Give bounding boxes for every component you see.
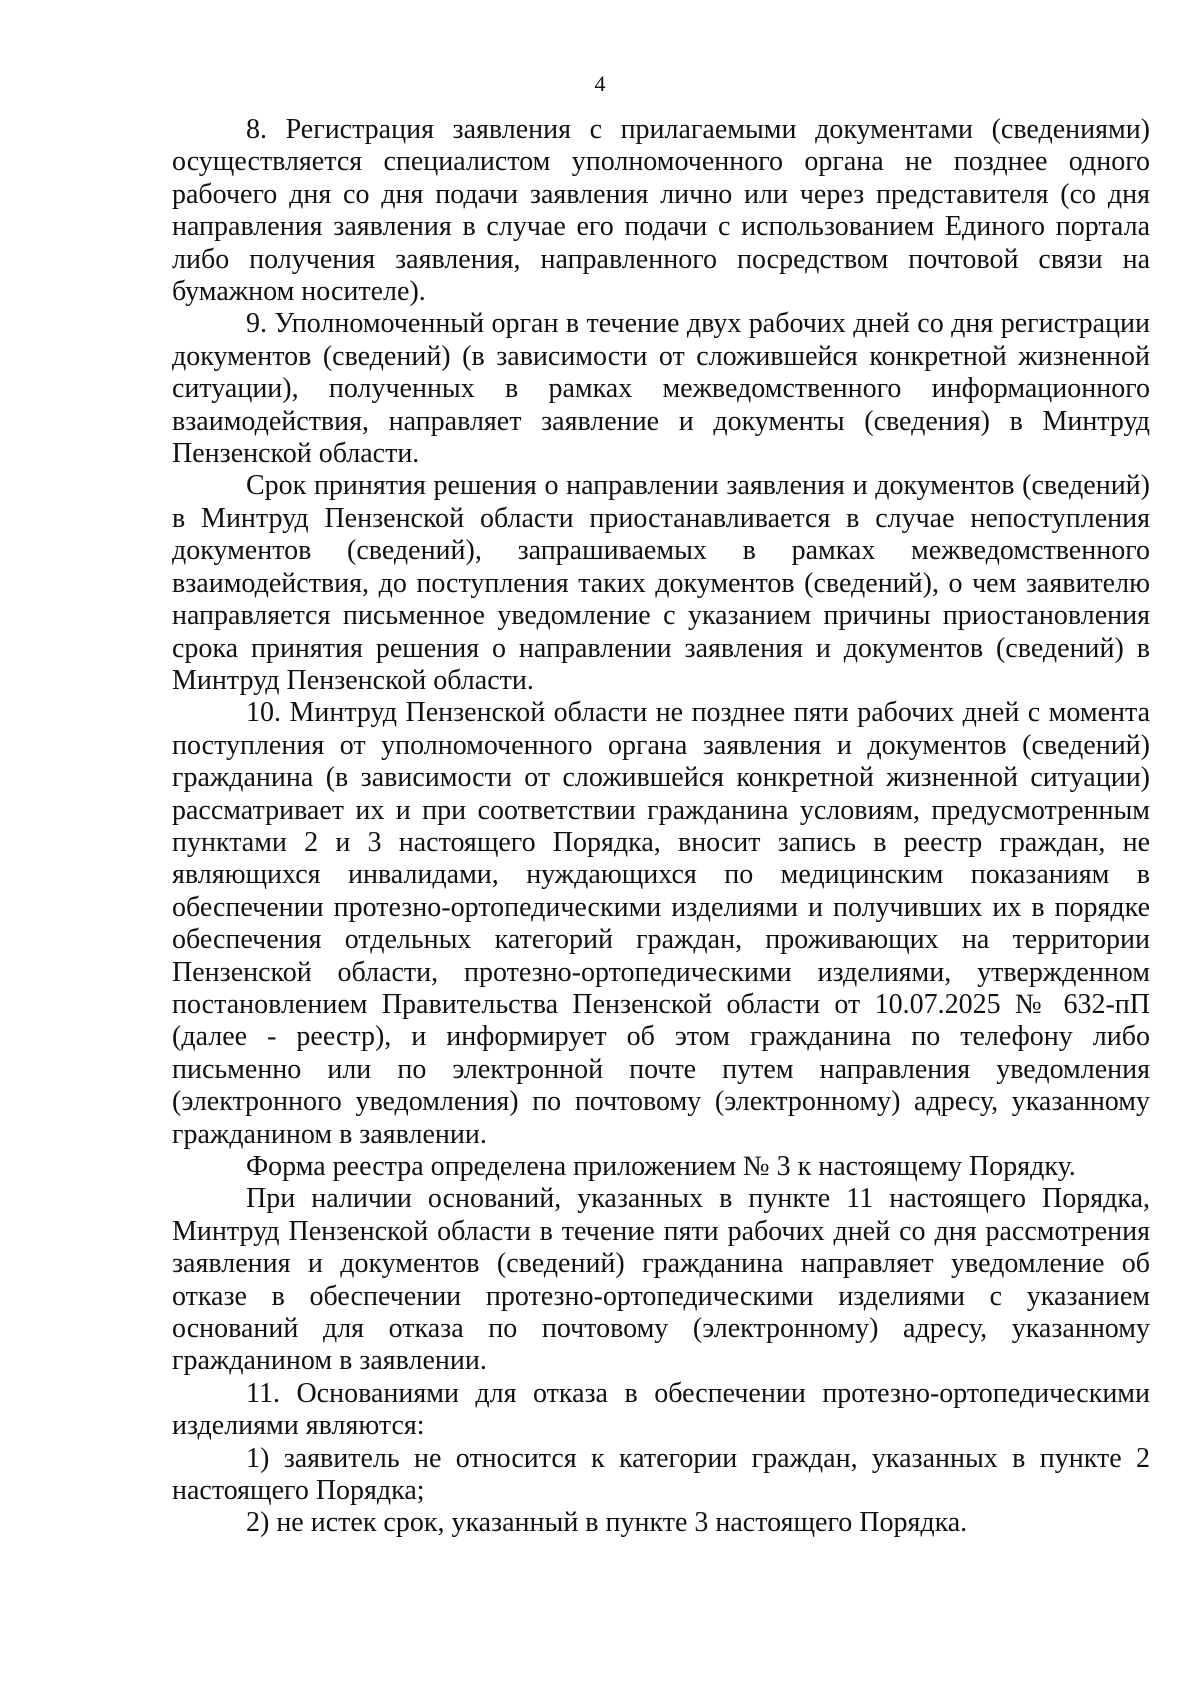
paragraph-item-10: 10. Минтруд Пензенской области не позднее пяти рабочих дней с момента поступления от уполномоченного органа заявления и документов (сведений) гражданина (в зависимости от сложившейся конкретной жизненной ситуации) рассматривает их и при соответствии гражданина условиям, предусмотренным пунктами 2 и 3 настоящего Порядка, вносит запись в реестр граждан, не являющихся инвалидами, нуждающихся по медицинским показаниям в обеспечении протезно-ортопедическими изделиями и получивших их в порядке обеспечения отдельных категорий граждан, проживающих на территории Пензенской области, протезно-ортопедическими изделиями, утвержденном постановлением Правительства Пензенской области от 10.07.2025 № 632-пП (далее - реестр), и информирует об этом гражданина по телефону либо письменно или по электронной почте путем направления уведомления (электронного уведомления) по почтовому (электронному) адресу, указанному гражданином в заявлении. bbox=[172, 697, 1150, 1150]
paragraph-refusal-notice: При наличии оснований, указанных в пункте 11 настоящего Порядка, Минтруд Пензенской области в течение пяти рабочих дней со дня рассмотрения заявления и документов (сведений) гражданина направляет уведомление об отказе в обеспечении протезно-ортопедическими изделиями с указанием оснований для отказа по почтовому (электронному) адресу, указанному гражданином в заявлении. bbox=[172, 1183, 1150, 1377]
paragraph-suspension-term: Срок принятия решения о направлении заявления и документов (сведений) в Минтруд Пензенской области приостанавливается в случае непоступления документов (сведений), запрашиваемых в рамках межведомственного взаимодействия, до поступления таких документов (сведений), о чем заявителю направляется письменное уведомление с указанием причины приостановления срока принятия решения о направлении заявления и документов (сведений) в Минтруд Пензенской области. bbox=[172, 470, 1150, 696]
paragraph-item-11-1: 1) заявитель не относится к категории граждан, указанных в пункте 2 настоящего Порядка; bbox=[172, 1442, 1150, 1507]
document-body bbox=[172, 114, 1150, 1540]
paragraph-registry-form: Форма реестра определена приложением № 3 к настоящему Порядку. bbox=[246, 1151, 1076, 1182]
paragraph-item-11: 11. Основаниями для отказа в обеспечении протезно-ортопедическими изделиями являются: bbox=[172, 1377, 1150, 1442]
paragraph-item-8: 8. Регистрация заявления с прилагаемыми документами (сведениями) осуществляется специалистом уполномоченного органа не позднее одного рабочего дня со дня подачи заявления лично или через представителя (со дня направления заявления в случае его подачи с использованием Единого портала либо получения заявления, направленного посредством почтовой связи на бумажном носителе). bbox=[172, 114, 1150, 308]
paragraph-item-9: 9. Уполномоченный орган в течение двух рабочих дней со дня регистрации документов (сведений) (в зависимости от сложившейся конкретной жизненной ситуации), полученных в рамках межведомственного информационного взаимодействия, направляет заявление и документы (сведения) в Минтруд Пензенской области. bbox=[172, 308, 1150, 470]
page-number: 4 bbox=[594, 71, 606, 96]
paragraph-item-11-2: 2) не истек срок, указанный в пункте 3 настоящего Порядка. bbox=[246, 1507, 968, 1539]
